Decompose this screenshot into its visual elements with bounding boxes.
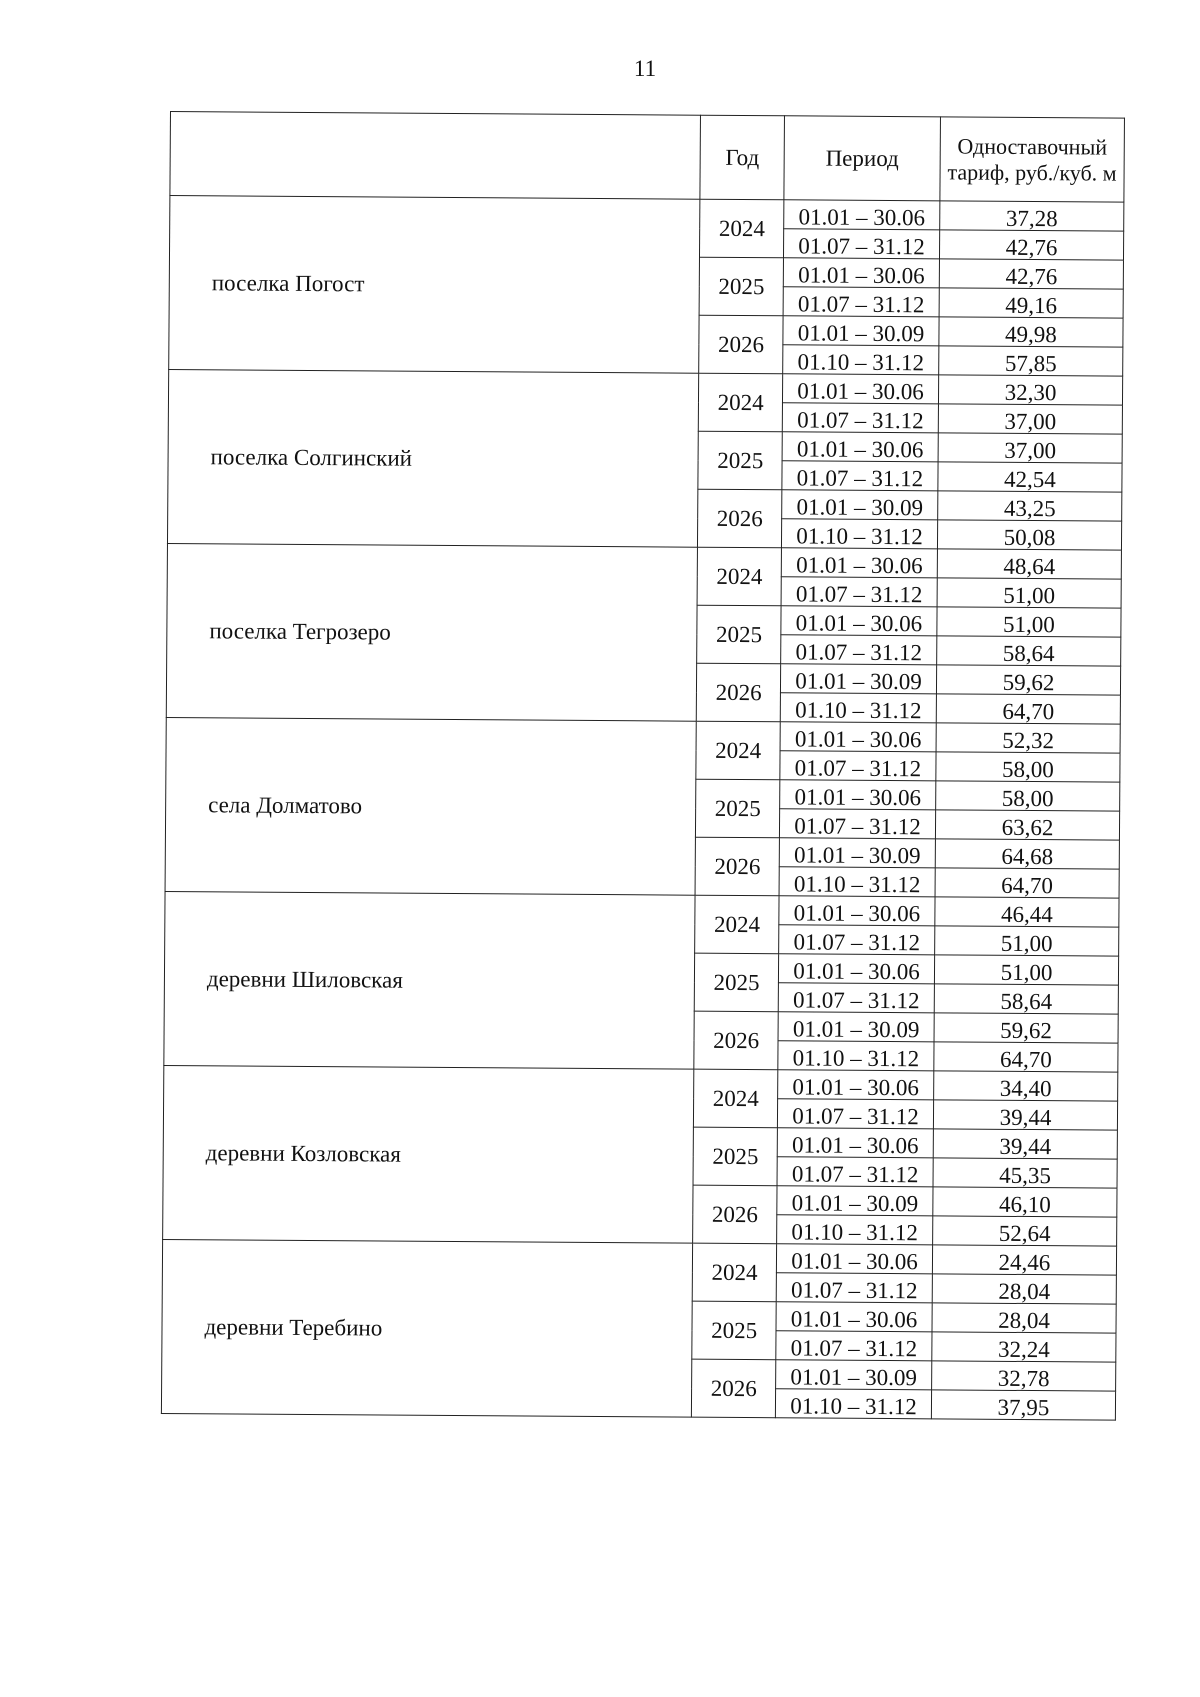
tariff-value-cell: 24,46 <box>932 1245 1116 1275</box>
period-cell: 01.07 – 31.12 <box>778 983 934 1013</box>
period-cell: 01.01 – 30.06 <box>780 780 936 810</box>
period-cell: 01.10 – 31.12 <box>778 1041 934 1071</box>
tariff-value-cell: 32,78 <box>932 1361 1116 1391</box>
year-cell: 2024 <box>697 547 781 606</box>
tariff-value-cell: 42,76 <box>939 259 1123 289</box>
tariff-value-cell: 57,85 <box>939 346 1123 376</box>
period-cell: 01.01 – 30.09 <box>776 1360 932 1390</box>
tariff-value-cell: 37,00 <box>938 404 1122 434</box>
tariff-value-cell: 42,76 <box>940 230 1124 260</box>
year-cell: 2024 <box>699 373 783 432</box>
tariff-value-cell: 64,68 <box>935 839 1119 869</box>
header-tariff: Одноставочный тариф, руб./куб. м <box>940 117 1125 202</box>
period-cell: 01.10 – 31.12 <box>775 1389 931 1419</box>
tariff-value-cell: 43,25 <box>938 491 1122 521</box>
tariff-value-cell: 32,24 <box>932 1332 1116 1362</box>
tariff-value-cell: 46,10 <box>933 1187 1117 1217</box>
tariff-value-cell: 58,64 <box>934 984 1118 1014</box>
locality-name: села Долматово <box>165 717 697 895</box>
year-cell: 2025 <box>699 257 783 316</box>
year-cell: 2024 <box>694 1069 778 1128</box>
period-cell: 01.01 – 30.09 <box>781 664 937 694</box>
period-cell: 01.10 – 31.12 <box>779 867 935 897</box>
tariff-value-cell: 58,00 <box>936 781 1120 811</box>
year-cell: 2024 <box>700 199 784 258</box>
tariff-value-cell: 64,70 <box>935 868 1119 898</box>
period-cell: 01.01 – 30.09 <box>779 838 935 868</box>
period-cell: 01.07 – 31.12 <box>783 287 939 317</box>
tariff-value-cell: 39,44 <box>933 1129 1117 1159</box>
tariff-value-cell: 34,40 <box>934 1071 1118 1101</box>
tariff-table <box>161 111 1125 1421</box>
year-cell: 2024 <box>695 895 779 954</box>
tariff-value-cell: 37,95 <box>931 1390 1115 1420</box>
period-cell: 01.01 – 30.09 <box>782 490 938 520</box>
period-cell: 01.01 – 30.09 <box>777 1186 933 1216</box>
period-cell: 01.10 – 31.12 <box>777 1215 933 1245</box>
tariff-value-cell: 64,70 <box>934 1042 1118 1072</box>
table-row <box>165 891 1119 927</box>
locality-name: поселка Погост <box>169 196 701 374</box>
period-cell: 01.01 – 30.06 <box>781 548 937 578</box>
page-number: 11 <box>633 56 657 81</box>
year-cell: 2025 <box>695 953 779 1012</box>
table-body <box>161 196 1123 1421</box>
tariff-value-cell: 64,70 <box>936 694 1120 724</box>
period-cell: 01.07 – 31.12 <box>782 461 938 491</box>
year-cell: 2024 <box>696 721 780 780</box>
tariff-value-cell: 59,62 <box>936 665 1120 695</box>
year-cell: 2026 <box>694 1011 778 1070</box>
tariff-value-cell: 58,00 <box>936 752 1120 782</box>
tariff-value-cell: 45,35 <box>933 1158 1117 1188</box>
tariff-value-cell: 42,54 <box>938 462 1122 492</box>
tariff-value-cell: 37,00 <box>938 433 1122 463</box>
year-cell: 2025 <box>696 779 780 838</box>
tariff-value-cell: 49,98 <box>939 317 1123 347</box>
year-cell: 2025 <box>693 1127 777 1186</box>
period-cell: 01.01 – 30.06 <box>779 896 935 926</box>
header-period: Период <box>784 116 941 201</box>
tariff-value-cell: 28,04 <box>932 1274 1116 1304</box>
tariff-value-cell: 49,16 <box>939 288 1123 318</box>
period-cell: 01.07 – 31.12 <box>781 577 937 607</box>
year-cell: 2025 <box>697 605 781 664</box>
table-row <box>162 1239 1116 1275</box>
tariff-value-cell: 51,00 <box>937 578 1121 608</box>
period-cell: 01.01 – 30.06 <box>783 258 939 288</box>
tariff-value-cell: 39,44 <box>933 1100 1117 1130</box>
period-cell: 01.10 – 31.12 <box>783 345 939 375</box>
tariff-value-cell: 59,62 <box>934 1013 1118 1043</box>
tariff-value-cell: 37,28 <box>940 201 1124 231</box>
period-cell: 01.07 – 31.12 <box>776 1331 932 1361</box>
tariff-value-cell: 51,00 <box>934 955 1118 985</box>
year-cell: 2026 <box>693 1185 777 1244</box>
period-cell: 01.07 – 31.12 <box>781 635 937 665</box>
table-row <box>164 1065 1118 1101</box>
tariff-value-cell: 48,64 <box>937 549 1121 579</box>
period-cell: 01.01 – 30.06 <box>783 374 939 404</box>
tariff-value-cell: 52,64 <box>933 1216 1117 1246</box>
period-cell: 01.07 – 31.12 <box>784 229 940 259</box>
year-cell: 2025 <box>698 431 782 490</box>
tariff-value-cell: 51,00 <box>935 926 1119 956</box>
tariff-value-cell: 32,30 <box>938 375 1122 405</box>
tariff-value-cell: 50,08 <box>937 520 1121 550</box>
period-cell: 01.07 – 31.12 <box>780 751 936 781</box>
tariff-value-cell: 58,64 <box>937 636 1121 666</box>
period-cell: 01.01 – 30.06 <box>784 200 940 230</box>
year-cell: 2026 <box>698 489 782 548</box>
period-cell: 01.01 – 30.09 <box>783 316 939 346</box>
period-cell: 01.01 – 30.06 <box>776 1302 932 1332</box>
table-row <box>166 717 1120 753</box>
year-cell: 2026 <box>692 1359 776 1418</box>
locality-name: поселка Тегрозеро <box>166 543 698 721</box>
period-cell: 01.01 – 30.06 <box>777 1128 933 1158</box>
tariff-value-cell: 51,00 <box>937 607 1121 637</box>
year-cell: 2025 <box>692 1301 776 1360</box>
tariff-value-cell: 63,62 <box>935 810 1119 840</box>
year-cell: 2026 <box>699 315 783 374</box>
tariff-value-cell: 52,32 <box>936 723 1120 753</box>
period-cell: 01.07 – 31.12 <box>779 925 935 955</box>
locality-name: деревни Шиловская <box>164 891 696 1069</box>
header-location <box>170 112 701 200</box>
locality-name: деревни Теребино <box>161 1239 693 1417</box>
table-header-row <box>170 112 1125 203</box>
tariff-value-cell: 46,44 <box>935 897 1119 927</box>
table-row <box>170 196 1124 232</box>
period-cell: 01.07 – 31.12 <box>777 1099 933 1129</box>
period-cell: 01.10 – 31.12 <box>782 519 938 549</box>
period-cell: 01.01 – 30.06 <box>781 606 937 636</box>
locality-name: деревни Козловская <box>163 1065 695 1243</box>
tariff-value-cell: 28,04 <box>932 1303 1116 1333</box>
period-cell: 01.10 – 31.12 <box>780 693 936 723</box>
period-cell: 01.07 – 31.12 <box>779 809 935 839</box>
locality-name: поселка Солгинский <box>167 369 699 547</box>
period-cell: 01.01 – 30.06 <box>782 432 938 462</box>
year-cell: 2024 <box>693 1243 777 1302</box>
period-cell: 01.01 – 30.06 <box>778 1070 934 1100</box>
period-cell: 01.07 – 31.12 <box>777 1157 933 1187</box>
period-cell: 01.01 – 30.06 <box>776 1244 932 1274</box>
header-year: Год <box>700 115 784 200</box>
year-cell: 2026 <box>695 837 779 896</box>
period-cell: 01.07 – 31.12 <box>776 1273 932 1303</box>
period-cell: 01.07 – 31.12 <box>782 403 938 433</box>
period-cell: 01.01 – 30.06 <box>778 954 934 984</box>
table-row <box>167 543 1121 579</box>
period-cell: 01.01 – 30.06 <box>780 722 936 752</box>
year-cell: 2026 <box>697 663 781 722</box>
period-cell: 01.01 – 30.09 <box>778 1012 934 1042</box>
table-row <box>168 369 1122 405</box>
